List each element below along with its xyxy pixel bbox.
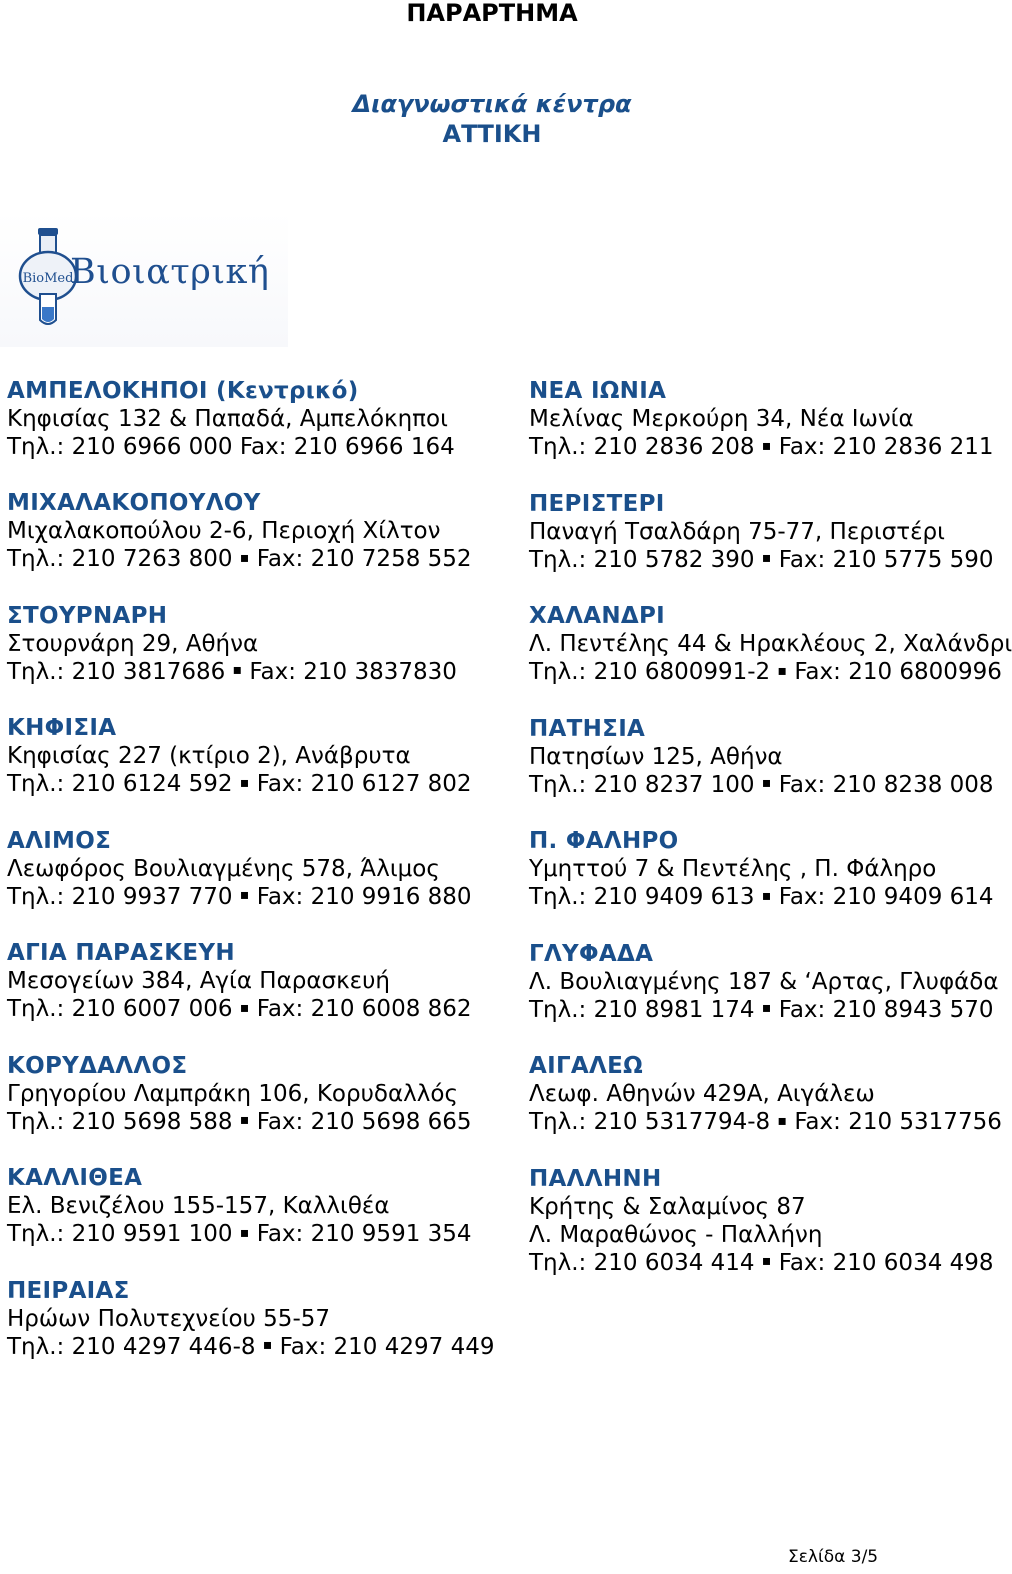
section-title [0, 89, 984, 149]
center-address: Λ. Μαραθώνος - Παλλήνη [529, 1221, 823, 1248]
center-phone: Τηλ.: 210 8981 174 [529, 996, 755, 1023]
center-phone: Τηλ.: 210 5317794-8 [529, 1109, 771, 1135]
center-contact [7, 1333, 494, 1362]
center-name: ΠΕΡΙΣΤΕΡΙ [529, 490, 665, 517]
center-phone: Τηλ.: 210 6800991-2 [529, 659, 771, 685]
center-contact [529, 1108, 1012, 1137]
center-name: ΑΜΠΕΛΟΚΗΠΟΙ (Κεντρικό) [7, 378, 359, 404]
separator-bullet: ▪ [761, 437, 772, 454]
center-phone: Τηλ.: 210 8237 100 [529, 771, 755, 798]
center-entry [529, 715, 1012, 800]
center-fax: Fax: 210 6127 802 [256, 771, 472, 797]
center-phone: Τηλ.: 210 5698 588 [7, 1108, 233, 1135]
center-fax: Fax: 210 5775 590 [778, 546, 994, 573]
center-phone: Τηλ.: 210 9591 100 [7, 1221, 233, 1247]
center-name: ΑΛΙΜΟΣ [7, 827, 112, 854]
center-contact [7, 1108, 494, 1137]
center-fax: Fax: 210 9409 614 [778, 884, 994, 910]
separator-bullet: ▪ [761, 775, 772, 791]
center-name: ΚΗΦΙΣΙΑ [7, 715, 117, 741]
center-entry [529, 827, 1012, 912]
center-entry [529, 377, 1012, 462]
center-fax: Fax: 210 2836 211 [778, 434, 994, 460]
center-entry [7, 377, 494, 461]
center-fax: Fax: 210 7258 552 [256, 546, 472, 572]
center-phone: Τηλ.: 210 6966 000 [7, 434, 233, 460]
center-address: Πατησίων 125, Αθήνα [529, 743, 783, 770]
center-entry [7, 602, 494, 687]
center-address: Υμηττού 7 & Πεντέλης , Π. Φάληρο [529, 856, 937, 882]
center-fax: Fax: 210 8238 008 [778, 771, 994, 798]
center-address: Κηφισίας 227 (κτίριο 2), Ανάβρυτα [7, 743, 411, 769]
center-contact [529, 433, 1012, 462]
separator-bullet: ▪ [239, 549, 250, 566]
center-fax: Fax: 210 6034 498 [778, 1249, 994, 1276]
right-column [529, 377, 1012, 1305]
center-name: Π. ΦΑΛΗΡΟ [529, 828, 679, 854]
center-entry [7, 489, 494, 574]
center-address: Λεωφ. Αθηνών 429Α, Αιγάλεω [529, 1081, 875, 1107]
separator-bullet: ▪ [777, 1112, 787, 1129]
biomed-logo [0, 212, 288, 347]
center-contact [529, 771, 1012, 800]
center-entry [529, 490, 1012, 575]
center-fax: Fax: 210 4297 449 [279, 1333, 495, 1360]
center-contact [7, 770, 494, 799]
separator-bullet: ▪ [761, 887, 772, 904]
center-entry [7, 827, 494, 912]
separator-bullet: ▪ [239, 887, 250, 903]
center-address: Ηρώων Πολυτεχνείου 55-57 [7, 1305, 331, 1332]
separator-bullet: ▪ [777, 662, 787, 679]
center-address: Λ. Πεντέλης 44 & Ηρακλέους 2, Χαλάνδρι [529, 631, 1012, 657]
center-name: ΓΛΥΦΑΔΑ [529, 940, 654, 967]
logo-name: Βιοιατρική [70, 252, 270, 292]
center-fax: Fax: 210 9591 354 [256, 1221, 472, 1247]
center-name: ΣΤΟΥΡΝΑΡΗ [7, 602, 168, 629]
center-phone: Τηλ.: 210 3817686 [7, 658, 226, 685]
center-phone: Τηλ.: 210 5782 390 [529, 546, 755, 573]
separator-bullet: ▪ [262, 1337, 273, 1353]
page-number: Σελίδα 3/5 [788, 1547, 879, 1567]
center-name: ΚΟΡΥΔΑΛΛΟΣ [7, 1052, 188, 1079]
center-contact [529, 546, 1012, 575]
center-fax: Fax: 210 5317756 [794, 1109, 1002, 1135]
center-entry [7, 714, 494, 799]
center-address: Λ. Βουλιαγμένης 187 & ‘Αρτας, Γλυφάδα [529, 968, 999, 995]
center-contact [529, 883, 1012, 912]
center-address: Μεσογείων 384, Αγία Παρασκευή [7, 968, 390, 994]
center-phone: Τηλ.: 210 7263 800 [7, 546, 233, 572]
center-address: Μελίνας Μερκούρη 34, Νέα Ιωνία [529, 406, 914, 432]
center-phone: Τηλ.: 210 9937 770 [7, 883, 233, 910]
center-name: ΧΑΛΑΝΔΡΙ [529, 603, 665, 629]
center-fax: Fax: 210 6008 862 [256, 996, 472, 1022]
center-fax: Fax: 210 6800996 [794, 659, 1002, 685]
center-entry [529, 1165, 1012, 1278]
center-address: Κρήτης & Σαλαμίνος 87 [529, 1193, 806, 1220]
center-contact [529, 658, 1012, 687]
center-name: ΑΙΓΑΛΕΩ [529, 1053, 643, 1079]
center-address: Μιχαλακοπούλου 2-6, Περιοχή Χίλτον [7, 518, 441, 544]
center-contact [7, 658, 494, 687]
center-name: ΝΕΑ ΙΩΝΙΑ [529, 378, 667, 404]
section-subtitle: Διαγνωστικά κέντρα [352, 90, 632, 118]
center-address: Ελ. Βενιζέλου 155-157, Καλλιθέα [7, 1193, 390, 1219]
center-contact [7, 995, 494, 1024]
separator-bullet: ▪ [761, 1253, 772, 1269]
center-phone: Τηλ.: 210 4297 446-8 [7, 1333, 256, 1360]
separator-bullet: ▪ [239, 1112, 250, 1128]
center-name: ΜΙΧΑΛΑΚΟΠΟΥΛΟΥ [7, 490, 261, 516]
center-phone: Τηλ.: 210 6124 592 [7, 771, 233, 797]
center-fax: Fax: 210 9916 880 [256, 883, 472, 910]
center-entry [529, 1052, 1012, 1137]
center-phone: Τηλ.: 210 6007 006 [7, 996, 233, 1022]
center-address: Παναγή Τσαλδάρη 75-77, Περιστέρι [529, 518, 945, 545]
center-address: Γρηγορίου Λαμπράκη 106, Κορυδαλλός [7, 1080, 458, 1107]
center-address: Στουρνάρη 29, Αθήνα [7, 630, 259, 657]
center-phone: Τηλ.: 210 6034 414 [529, 1249, 755, 1276]
center-contact [7, 883, 494, 912]
separator-bullet: ▪ [761, 550, 772, 566]
region-label: ΑΤΤΙΚΗ [442, 120, 542, 148]
center-name: ΑΓΙΑ ΠΑΡΑΣΚΕΥΗ [7, 940, 235, 966]
center-fax: Fax: 210 8943 570 [778, 996, 994, 1023]
center-fax: Fax: 210 5698 665 [256, 1108, 472, 1135]
separator-bullet: ▪ [761, 1000, 772, 1016]
center-contact [7, 1220, 494, 1249]
center-contact [529, 996, 1012, 1025]
separator-bullet: ▪ [239, 774, 250, 791]
center-entry [529, 940, 1012, 1025]
separator-bullet: ▪ [239, 999, 250, 1016]
separator-bullet: ▪ [232, 662, 243, 678]
center-address: Λεωφόρος Βουλιαγμένης 578, Άλιμος [7, 855, 440, 882]
center-name: ΚΑΛΛΙΘΕΑ [7, 1165, 143, 1191]
center-fax: Fax: 210 6966 164 [239, 434, 455, 460]
logo-badge: BioMed [22, 271, 74, 286]
center-contact [7, 545, 494, 574]
center-contact [7, 433, 494, 461]
center-fax: Fax: 210 3837830 [249, 658, 457, 685]
center-name: ΠΑΤΗΣΙΑ [529, 715, 646, 742]
center-phone: Τηλ.: 210 2836 208 [529, 434, 755, 460]
page-heading: ΠΑΡΑΡΤΗΜΑ [406, 0, 578, 27]
center-name: ΠΕΙΡΑΙΑΣ [7, 1277, 130, 1304]
center-phone: Τηλ.: 210 9409 613 [529, 884, 755, 910]
center-entry [7, 1164, 494, 1249]
center-address: Κηφισίας 132 & Παπαδά, Αμπελόκηποι [7, 406, 448, 432]
separator-bullet: ▪ [239, 1224, 250, 1241]
center-contact [529, 1249, 1012, 1278]
left-column [7, 377, 494, 1389]
center-entry [7, 939, 494, 1024]
center-entry [7, 1052, 494, 1137]
center-name: ΠΑΛΛΗΝΗ [529, 1165, 662, 1192]
center-entry [7, 1277, 494, 1362]
center-entry [529, 602, 1012, 687]
